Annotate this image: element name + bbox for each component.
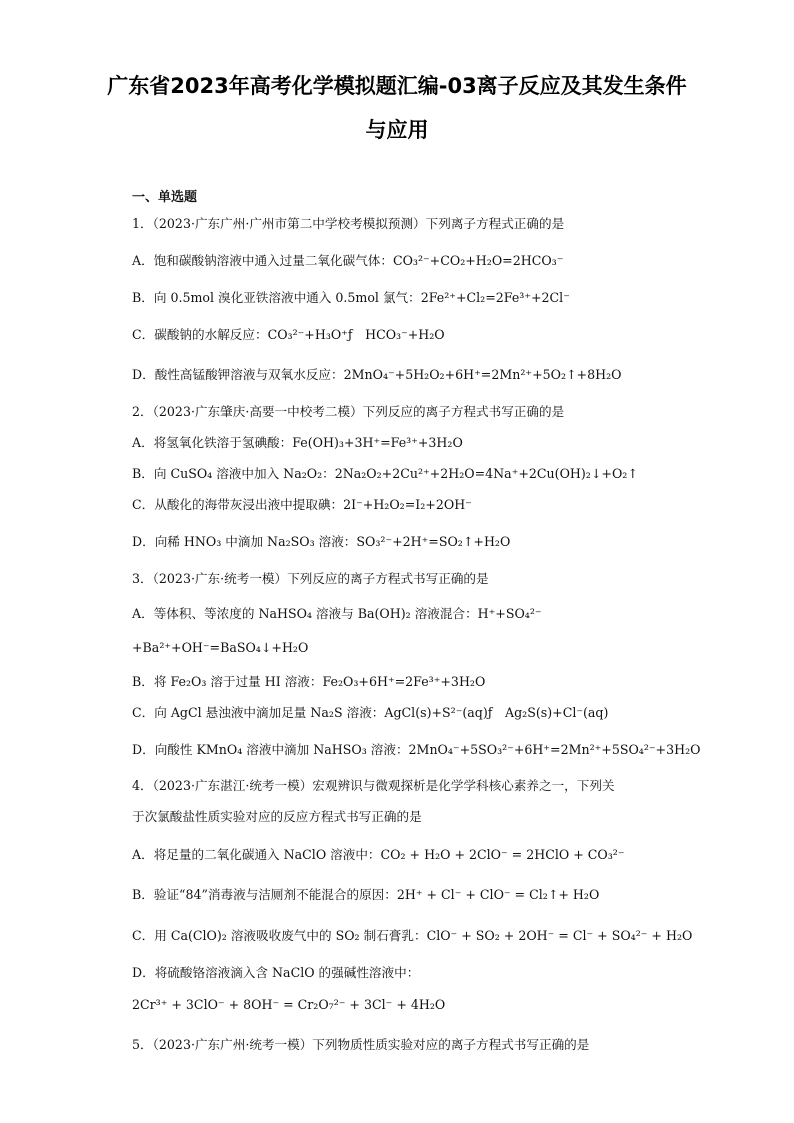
- question-2-stem: 2．（2023·广东肇庆·高要一中校考二模）下列反应的离子方程式书写正确的是: [132, 404, 565, 419]
- question-4-stem-continued: 于次氯酸盐性质实验对应的反应方程式书写正确的是: [132, 809, 422, 824]
- question-5-stem: 5．（2023·广东广州·统考一模）下列物质性质实验对应的离子方程式书写正确的是: [132, 1037, 590, 1052]
- question-2-option-b: B．向 CuSO₄ 溶液中加入 Na₂O₂：2Na₂O₂+2Cu²⁺+2H₂O=4Na⁺+2Cu(OH)₂↓+O₂↑: [132, 466, 638, 481]
- document-title: 广东省2023年高考化学模拟题汇编-03离子反应及其发生条件与应用: [107, 74, 687, 142]
- question-4-option-d-equation: 2Cr³⁺ + 3ClO⁻ + 8OH⁻ = Cr₂O₇²⁻ + 3Cl⁻ + 4H₂O: [132, 997, 446, 1012]
- question-3-option-a: A．等体积、等浓度的 NaHSO₄ 溶液与 Ba(OH)₂ 溶液混合：H⁺+SO₄²⁻: [132, 606, 542, 621]
- question-1-option-a: A．饱和碳酸钠溶液中通入过量二氧化碳气体：CO₃²⁻+CO₂+H₂O=2HCO₃⁻: [132, 253, 564, 268]
- question-3-stem: 3．（2023·广东·统考一模）下列反应的离子方程式书写正确的是: [132, 571, 489, 586]
- question-1-option-c: C．碳酸钠的水解反应：CO₃²⁻+H₃O⁺ƒ HCO₃⁻+H₂O: [132, 327, 445, 342]
- question-3-option-b: B．将 Fe₂O₃ 溶于过量 HI 溶液：Fe₂O₃+6H⁺=2Fe³⁺+3H₂O: [132, 674, 486, 689]
- question-3-option-a-continued: +Ba²⁺+OH⁻=BaSO₄↓+H₂O: [132, 640, 309, 655]
- question-1-option-d: D．酸性高锰酸钾溶液与双氧水反应：2MnO₄⁻+5H₂O₂+6H⁺=2Mn²⁺+5O₂↑+8H₂O: [132, 367, 622, 382]
- question-4-stem: 4．（2023·广东湛江·统考一模）宏观辨识与微观探析是化学学科核心素养之一，下列关: [132, 778, 615, 793]
- question-1-stem: 1．（2023·广东广州·广州市第二中学校考模拟预测）下列离子方程式正确的是: [132, 216, 565, 231]
- question-2-option-d: D．向稀 HNO₃ 中滴加 Na₂SO₃ 溶液：SO₃²⁻+2H⁺=SO₂↑+H₂O: [132, 534, 511, 549]
- section-heading: 一、单选题: [132, 190, 198, 205]
- question-4-option-b: B．验证“84”消毒液与洁厕剂不能混合的原因：2H⁺ + Cl⁻ + ClO⁻ = Cl₂↑+ H₂O: [132, 887, 600, 902]
- question-2-option-a: A．将氢氧化铁溶于氢碘酸：Fe(OH)₃+3H⁺=Fe³⁺+3H₂O: [132, 435, 463, 450]
- question-3-option-c: C．向 AgCl 悬浊液中滴加足量 Na₂S 溶液：AgCl(s)+S²⁻(aq)ƒ Ag₂S(s)+Cl⁻(aq): [132, 705, 609, 720]
- question-4-option-c: C．用 Ca(ClO)₂ 溶液吸收废气中的 SO₂ 制石膏乳：ClO⁻ + SO₂ + 2OH⁻ = Cl⁻ + SO₄²⁻ + H₂O: [132, 928, 693, 943]
- question-4-option-d: D．将硫酸铬溶液滴入含 NaClO 的强碱性溶液中：: [132, 965, 420, 980]
- question-3-option-d: D．向酸性 KMnO₄ 溶液中滴加 NaHSO₃ 溶液：2MnO₄⁻+5SO₃²⁻+6H⁺=2Mn²⁺+5SO₄²⁻+3H₂O: [132, 742, 701, 757]
- question-4-option-a: A．将足量的二氧化碳通入 NaClO 溶液中：CO₂ + H₂O + 2ClO⁻ = 2HClO + CO₃²⁻: [132, 847, 625, 862]
- question-2-option-c: C．从酸化的海带灰浸出液中提取碘：2I⁻+H₂O₂=I₂+2OH⁻: [132, 497, 472, 512]
- question-1-option-b: B．向 0.5mol 溴化亚铁溶液中通入 0.5mol 氯气：2Fe²⁺+Cl₂=2Fe³⁺+2Cl⁻: [132, 290, 570, 305]
